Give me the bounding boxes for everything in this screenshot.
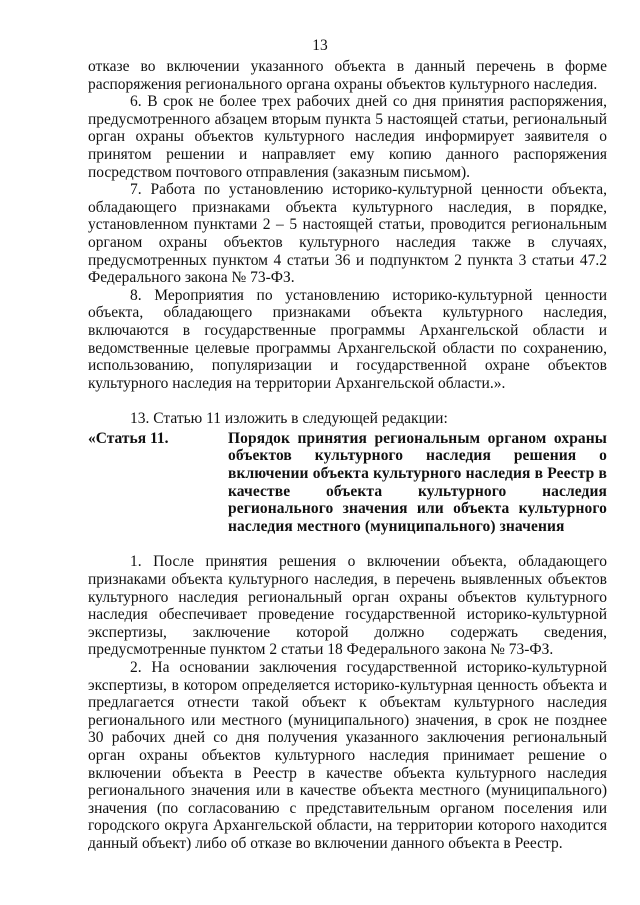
spacer [88,392,607,410]
article-heading [88,430,607,536]
amendment-instruction: 13. Статью 11 изложить в следующей редакции: [130,410,448,428]
spacer [88,535,607,553]
article-label: «Статья 11. [88,429,169,447]
paragraph-article-item-2: 2. На основании заключения государственной историко-культурной экспертизы, в котором определяется историко-культурная ценность объекта и предлагается отнести такой объект к объектам культурного наследия регионального или местного (муниципального) значения, в срок не позднее 30 рабочих дней со дня получения указанного заключения региональный орган охраны объектов культурного наследия принимает решение о включении объекта в Реестр в качестве объекта культурного наследия регионального значения или в качестве объекта местного (муниципального) значения (по согласованию с представительным органом поселения или городского округа Архангельской области, на территории которого находится данный объект) либо об отказе во включении данного объекта в Реестр. [88,659,607,852]
article-title: Порядок принятия региональным органом охраны объектов культурного наследия решения о включении объекта культурного наследия в Реестр в качестве объекта культурного наследия регионального значения или объекта культурного наследия местного (муниципального) значения [228,429,607,535]
paragraph-continuation: отказе во включении указанного объекта в данный перечень в форме распоряжения регионального органа охраны объектов культурного наследия. [88,58,607,93]
paragraph-item-8: 8. Мероприятия по установлению историко-культурной ценности объекта, обладающего признаками объекта культурного наследия, включаются в государственные программы Архангельской области и ведомственные целевые программы Архангельской области по сохранению, использованию, популяризации и государственной охране объектов культурного наследия на территории Архангельской области.». [88,286,607,392]
paragraph-article-item-1: 1. После принятия решения о включении объекта, обладающего признаками объекта культурного наследия, в перечень выявленных объектов культурного наследия региональный орган охраны объектов культурного наследия обеспечивает проведение государственной историко-культурной экспертизы, заключение которой должно содержать сведения, предусмотренные пунктом 2 статьи 18 Федерального закона № 73-ФЗ. [88,553,607,659]
page-number: 13 [312,37,328,54]
paragraph-item-7: 7. Работа по установлению историко-культурной ценности объекта, обладающего признаками объекта культурного наследия, в порядке, установленном пунктами 2 – 5 настоящей статьи, проводится региональным органом охраны объектов культурного наследия также в случаях, предусмотренных пунктом 4 статьи 36 и подпунктом 2 пункта 3 статьи 47.2 Федерального закона № 73-ФЗ. [88,181,607,287]
document-body [88,58,607,853]
paragraph-item-6: 6. В срок не более трех рабочих дней со дня принятия распоряжения, предусмотренного абзацем вторым пункта 5 настоящей статьи, региональный орган охраны объектов культурного наследия информирует заявителя о принятом решении и направляет ему копию данного распоряжения посредством почтового отправления (заказным письмом). [88,93,607,181]
